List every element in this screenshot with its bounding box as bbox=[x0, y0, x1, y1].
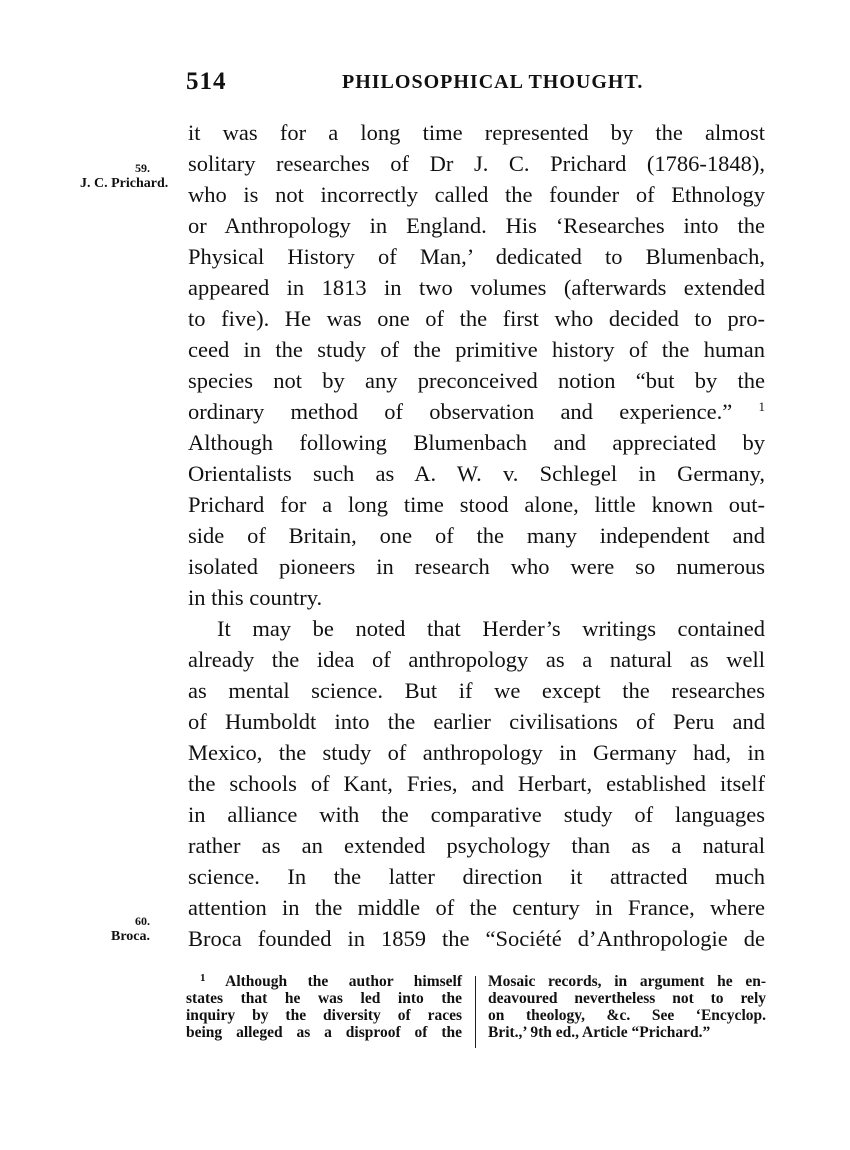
margin-note-broca bbox=[80, 913, 150, 945]
text-line: of Humboldt into the earlier civilisations of Peru and bbox=[188, 709, 765, 734]
text-line: species not by any preconceived notion “but by the bbox=[188, 368, 765, 393]
text-line: solitary researches of Dr J. C. Prichard (1786-1848), bbox=[188, 151, 765, 176]
running-title: PHILOSOPHICAL THOUGHT. bbox=[342, 71, 644, 93]
margin-note-number: 60. bbox=[135, 914, 150, 928]
text-line: in alliance with the comparative study of languages bbox=[188, 802, 765, 827]
text-line: in this country. bbox=[188, 585, 323, 610]
footnotes bbox=[186, 973, 766, 1053]
margin-note-label: J. C. Prichard. bbox=[80, 176, 169, 191]
footnote-reference: 1 bbox=[758, 399, 765, 414]
footnote-line: on theology, &c. See ‘Encyclop. bbox=[488, 1007, 766, 1024]
text-line: it was for a long time represented by the almost bbox=[188, 120, 765, 145]
margin-note-number: 59. bbox=[135, 161, 150, 175]
body-text bbox=[188, 117, 765, 954]
text-line: isolated pioneers in research who were so numerous bbox=[188, 554, 765, 579]
footnote-line bbox=[186, 973, 462, 990]
footnote-line: inquiry by the diversity of races bbox=[186, 1007, 462, 1024]
text-line: or Anthropology in England. His ‘Researches into the bbox=[188, 213, 765, 238]
footnote-line: being alleged as a disproof of the bbox=[186, 1024, 462, 1041]
margin-note-label: Broca. bbox=[110, 929, 150, 944]
text-line: the schools of Kant, Fries, and Herbart, established itself bbox=[188, 771, 765, 796]
text-line: Physical History of Man,’ dedicated to Blumenbach, bbox=[188, 244, 765, 269]
margin-note-prichard bbox=[80, 160, 169, 192]
text-line: who is not incorrectly called the founder of Ethnology bbox=[188, 182, 765, 207]
text-line: Prichard for a long time stood alone, little known out- bbox=[188, 492, 765, 517]
text-line: side of Britain, one of the many independent and bbox=[188, 523, 765, 548]
text-line: as mental science. But if we except the researches bbox=[188, 678, 765, 703]
footnote-column-left bbox=[186, 973, 462, 1041]
footnote-line: Brit.,’ 9th ed., Article “Prichard.” bbox=[488, 1024, 711, 1041]
text-line: Mexico, the study of anthropology in Germany had, in bbox=[188, 740, 765, 765]
footnote-column-right bbox=[488, 973, 766, 1041]
text-line-with-footnote bbox=[188, 396, 765, 427]
text-line: science. In the latter direction it attracted much bbox=[188, 864, 765, 889]
text-line: to five). He was one of the first who decided to pro- bbox=[188, 306, 765, 331]
footnote-line: Mosaic records, in argument he en- bbox=[488, 973, 766, 990]
text-line: already the idea of anthropology as a natural as well bbox=[188, 647, 765, 672]
page-header bbox=[0, 68, 850, 98]
footnote-column-divider bbox=[475, 976, 476, 1048]
footnote-line: states that he was led into the bbox=[186, 990, 462, 1007]
text-line: Broca founded in 1859 the “Société d’Anthropologie de bbox=[188, 926, 765, 951]
text-line: appeared in 1813 in two volumes (afterwards extended bbox=[188, 275, 765, 300]
text-line: Although following Blumenbach and appreciated by bbox=[188, 430, 765, 455]
text-line: ordinary method of observation and experience.” bbox=[188, 399, 733, 424]
text-line: It may be noted that Herder’s writings contained bbox=[217, 616, 765, 641]
footnote-mark: 1 bbox=[200, 972, 206, 984]
footnote-text: Although the author himself bbox=[225, 973, 462, 990]
page-number: 514 bbox=[186, 68, 227, 95]
text-line: Orientalists such as A. W. v. Schlegel in Germany, bbox=[188, 461, 765, 486]
text-line: rather as an extended psychology than as a natural bbox=[188, 833, 765, 858]
footnote-line: deavoured nevertheless not to rely bbox=[488, 990, 766, 1007]
text-line: ceed in the study of the primitive history of the human bbox=[188, 337, 765, 362]
text-line: attention in the middle of the century in France, where bbox=[188, 895, 765, 920]
